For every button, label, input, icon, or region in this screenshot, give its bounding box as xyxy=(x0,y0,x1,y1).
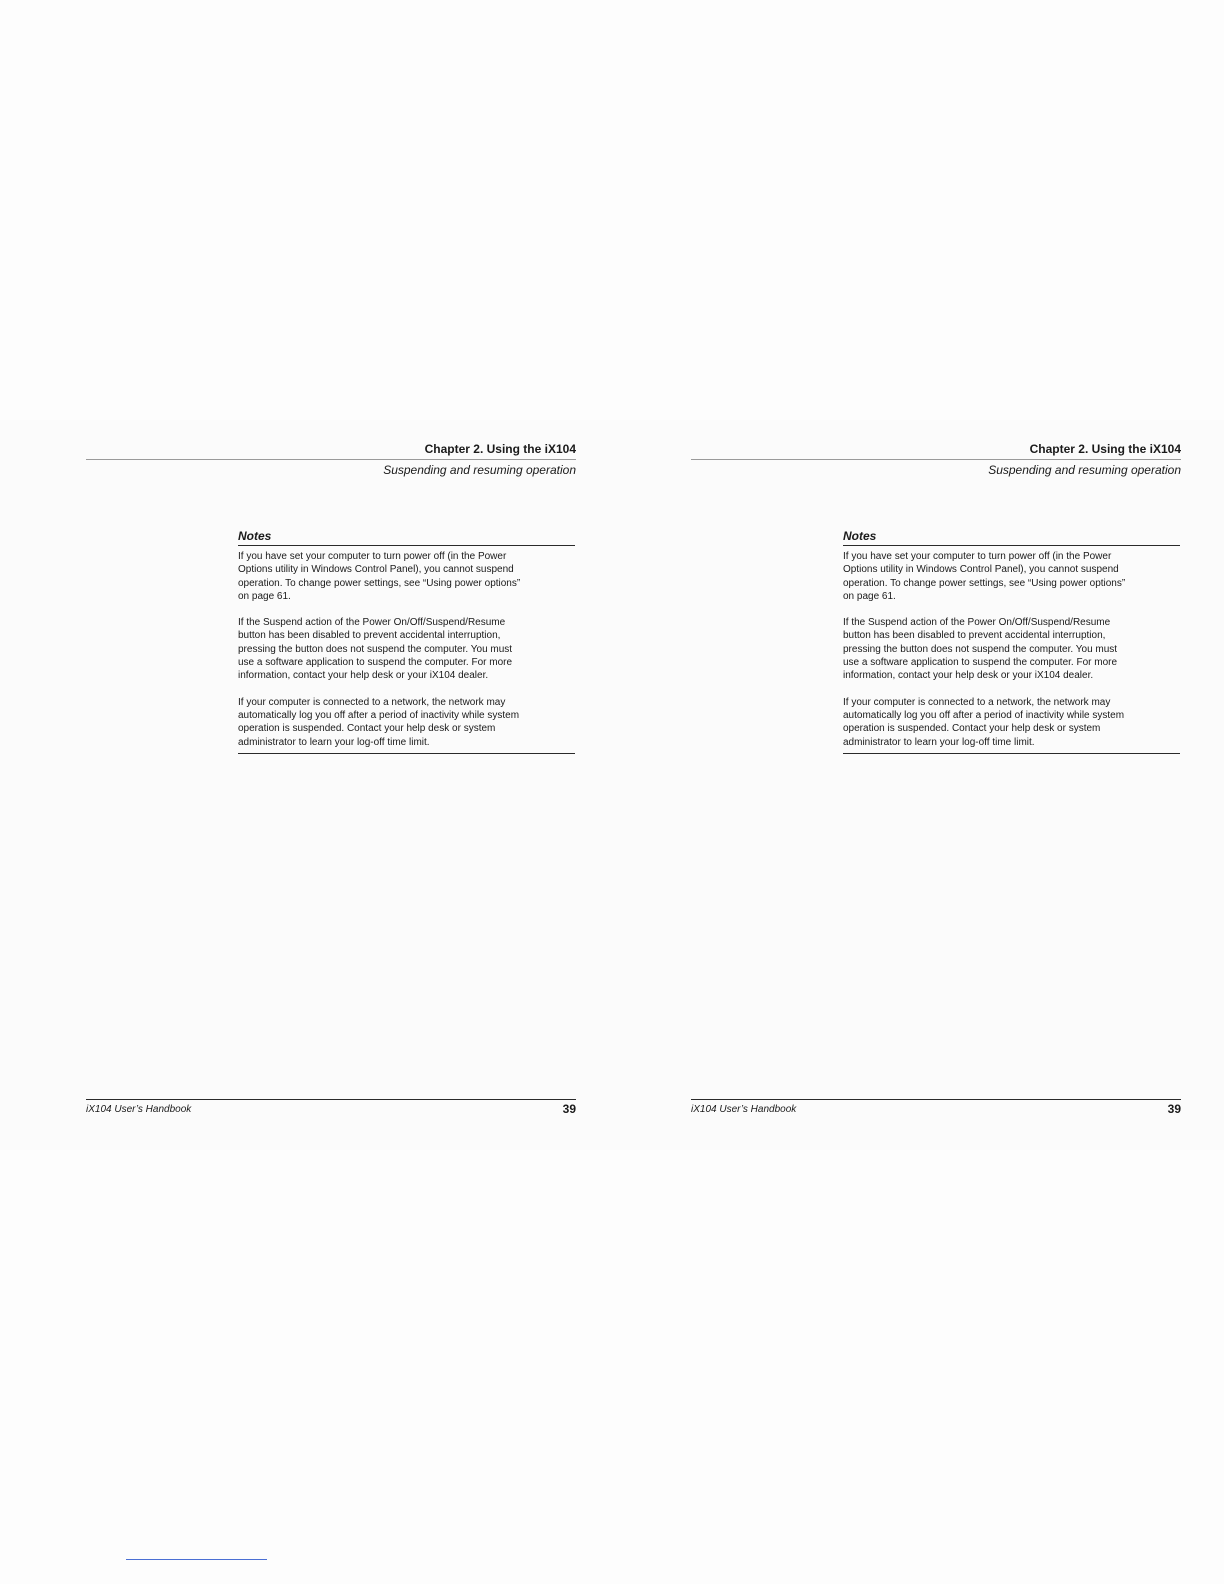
footer-divider xyxy=(691,1099,1181,1100)
notes-bottom-divider xyxy=(843,753,1180,754)
footer-book-title: iX104 User’s Handbook xyxy=(691,1104,797,1115)
notes-box xyxy=(238,529,575,754)
notes-box xyxy=(843,529,1180,754)
section-heading: Suspending and resuming operation xyxy=(988,463,1181,477)
notes-bottom-divider xyxy=(238,753,575,754)
link-underline-mark xyxy=(126,1559,267,1560)
note-paragraph-suspend-disabled: If the Suspend action of the Power On/Off/Suspend/Resume button has been disabled to prevent accidental interruption, pressing the button does not suspend the computer. You must use a software application to suspend the computer. For more information, contact your help desk or your iX104 dealer. xyxy=(238,617,513,682)
header-divider xyxy=(691,459,1181,460)
notes-top-divider xyxy=(238,545,575,546)
section-heading: Suspending and resuming operation xyxy=(383,463,576,477)
notes-top-divider xyxy=(843,545,1180,546)
footer-book-title: iX104 User’s Handbook xyxy=(86,1104,192,1115)
notes-title: Notes xyxy=(238,529,272,543)
note-paragraph-network-logoff: If your computer is connected to a network, the network may automatically log you off after a period of inactivity while system operation is suspended. Contact your help desk or system administrator to learn your log-off time limit. xyxy=(843,696,1125,748)
page-number: 39 xyxy=(562,1102,576,1116)
chapter-heading: Chapter 2. Using the iX104 xyxy=(1029,442,1181,456)
footer-divider xyxy=(86,1099,576,1100)
header-divider xyxy=(86,459,576,460)
left-page xyxy=(86,0,576,1584)
note-paragraph-network-logoff: If your computer is connected to a network, the network may automatically log you off after a period of inactivity while system operation is suspended. Contact your help desk or system administrator to learn your log-off time limit. xyxy=(238,696,520,748)
note-paragraph-suspend-disabled: If the Suspend action of the Power On/Off/Suspend/Resume button has been disabled to prevent accidental interruption, pressing the button does not suspend the computer. You must use a software application to suspend the computer. For more information, contact your help desk or your iX104 dealer. xyxy=(843,617,1118,682)
page-number: 39 xyxy=(1167,1102,1181,1116)
right-page xyxy=(691,0,1181,1584)
notes-title: Notes xyxy=(843,529,877,543)
chapter-heading: Chapter 2. Using the iX104 xyxy=(424,442,576,456)
note-paragraph-power-off: If you have set your computer to turn power off (in the Power Options utility in Windows Control Panel), you cannot suspend operation. To change power settings, see “Using power options” on page 61. xyxy=(843,551,1126,602)
note-paragraph-power-off: If you have set your computer to turn power off (in the Power Options utility in Windows Control Panel), you cannot suspend operation. To change power settings, see “Using power options” on page 61. xyxy=(238,551,521,602)
